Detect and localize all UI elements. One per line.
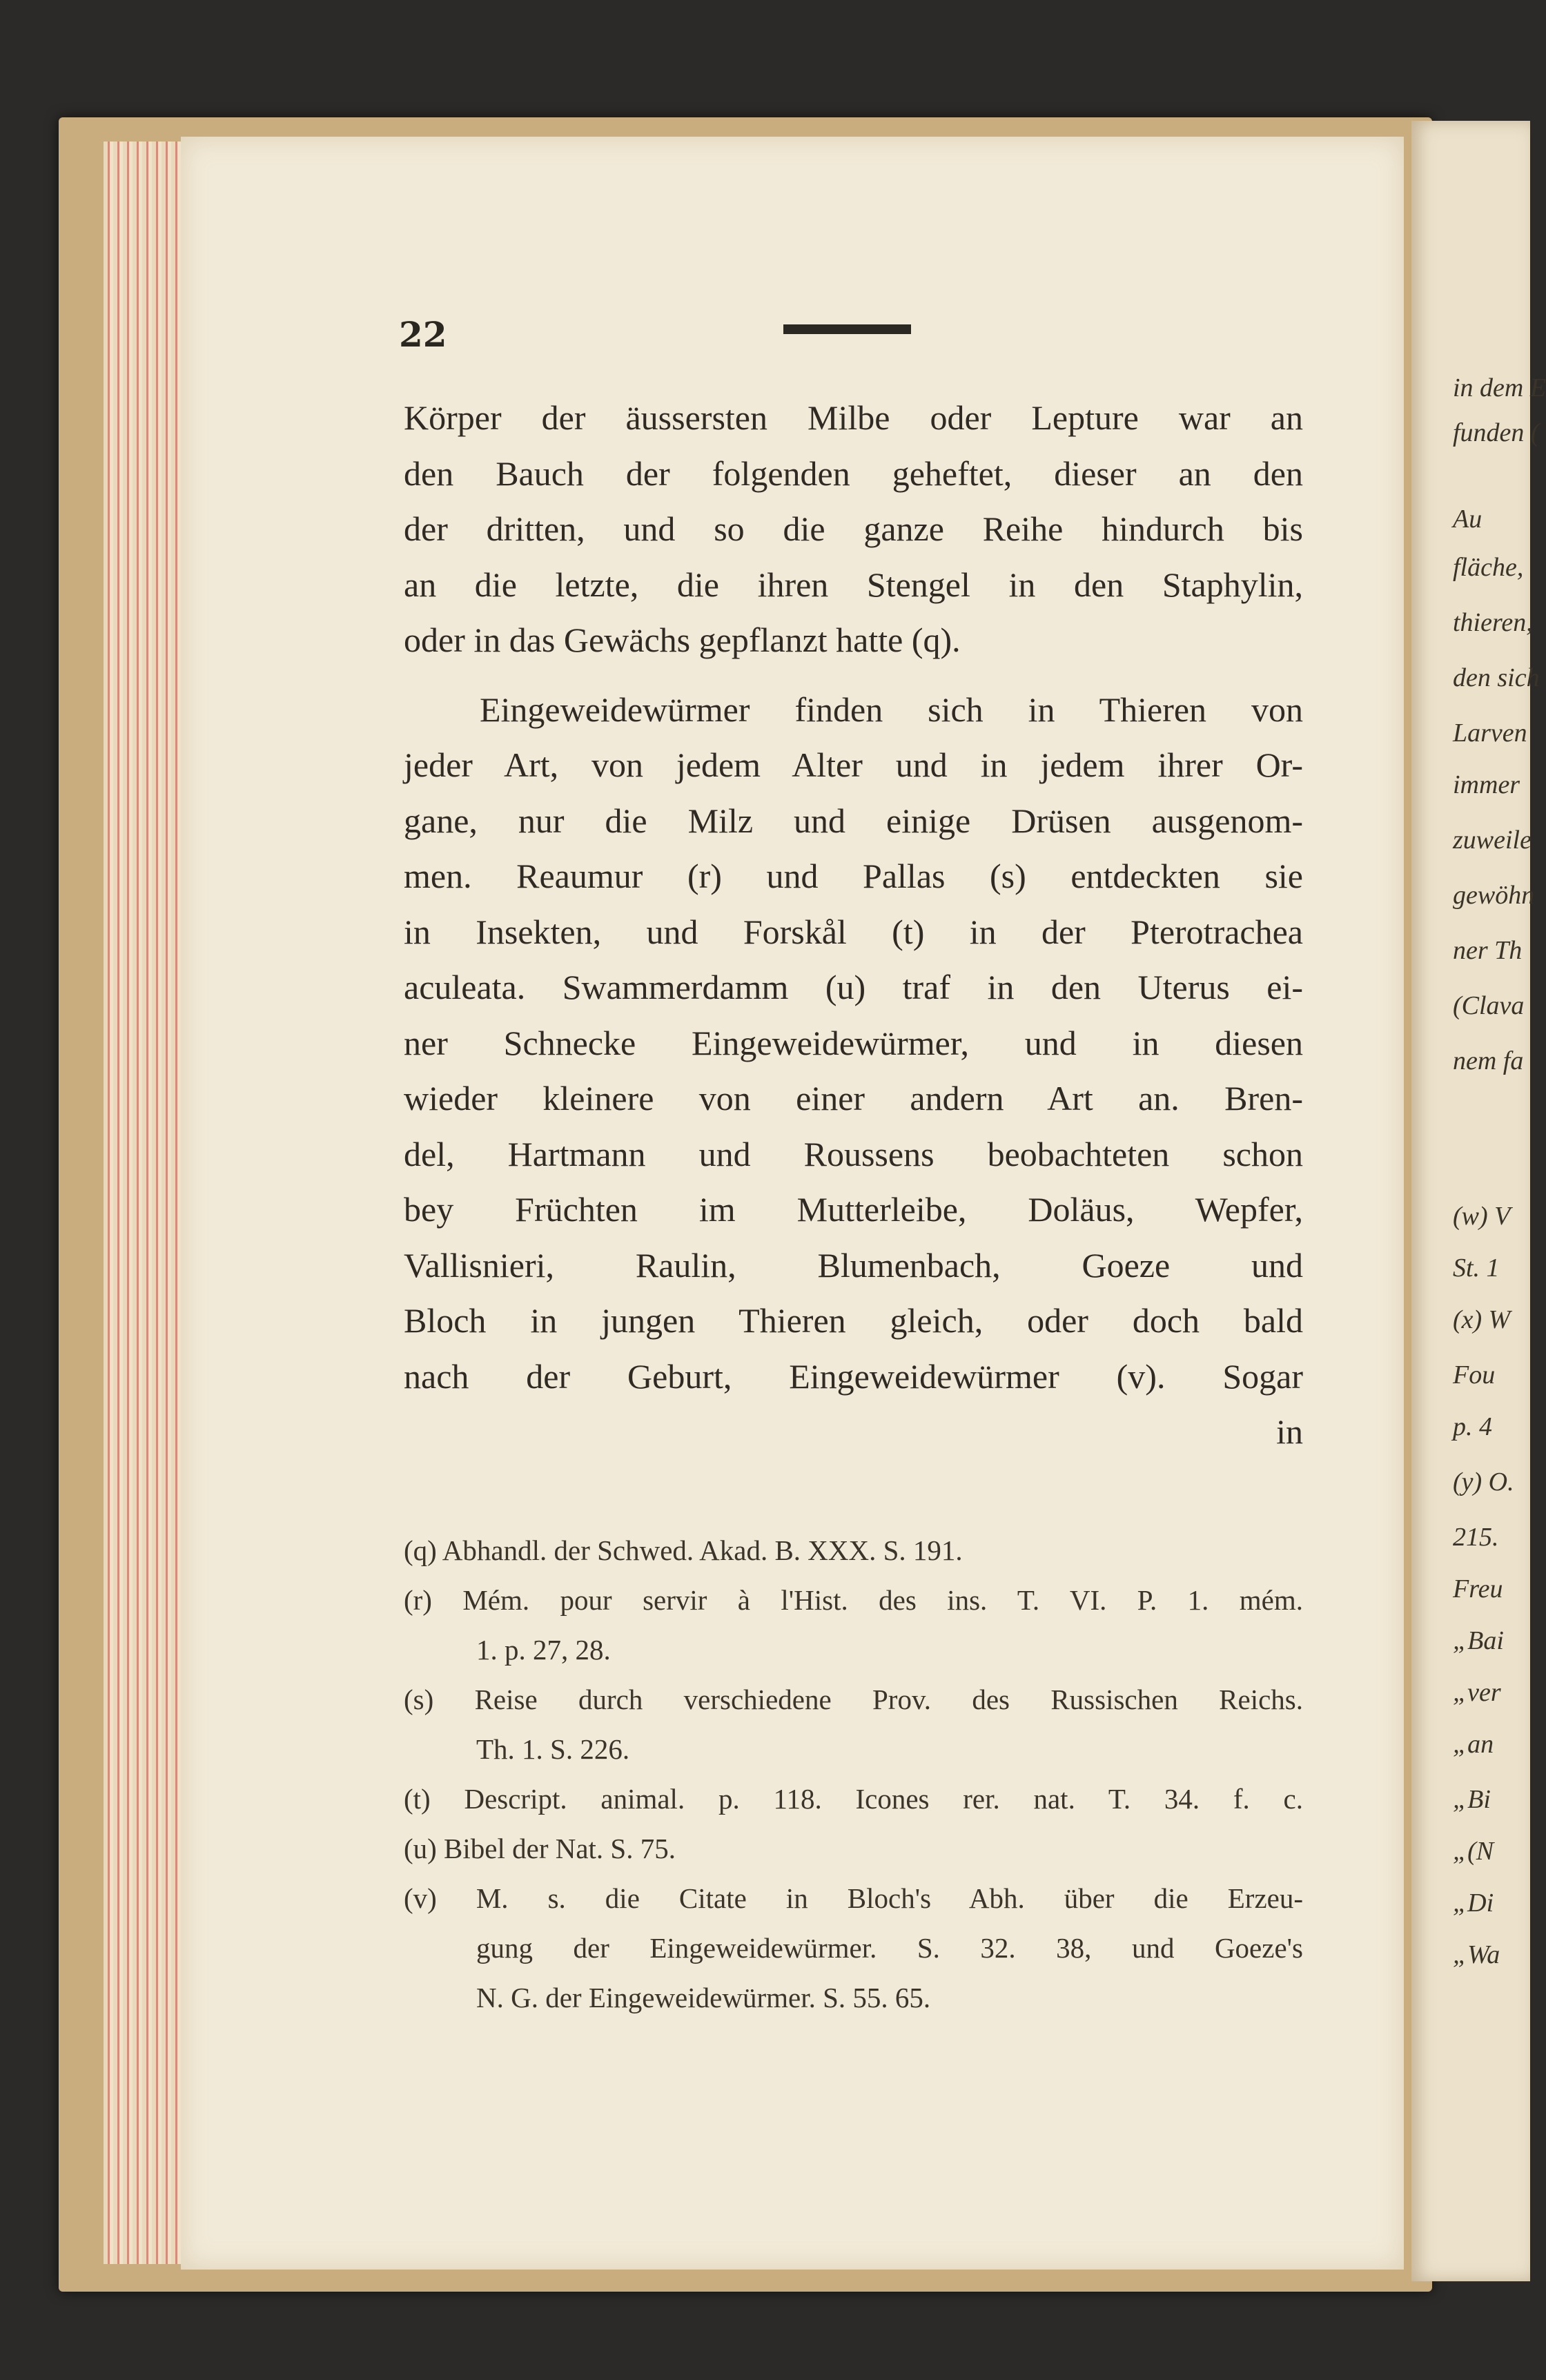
- facing-fragment: ner Th: [1453, 936, 1523, 965]
- body-line: bey Früchten im Mutterleibe, Doläus, Wepfer,: [404, 1190, 1303, 1229]
- facing-fragment: 215.: [1453, 1523, 1499, 1552]
- footnote-r-cont: 1. p. 27, 28.: [476, 1634, 611, 1666]
- body-line: men. Reaumur (r) und Pallas (s) entdeckten sie: [404, 857, 1303, 895]
- facing-fragment: Freu: [1453, 1574, 1503, 1603]
- body-text: [404, 390, 1303, 1460]
- footnote-t: (t) Descript. animal. p. 118. Icones rer. nat. T. 34. f. c.: [404, 1783, 1303, 1815]
- footnote-u: (u) Bibel der Nat. S. 75.: [404, 1833, 676, 1864]
- page-number: 22: [399, 314, 447, 355]
- footnote-v: (v) M. s. die Citate in Bloch's Abh. über die Erzeu-: [404, 1882, 1303, 1914]
- body-line: Vallisnieri, Raulin, Blumenbach, Goeze und: [404, 1245, 1303, 1285]
- facing-fragment: nem fa: [1453, 1046, 1524, 1075]
- facing-fragment: „Bi: [1453, 1785, 1491, 1814]
- body-line: jeder Art, von jedem Alter und in jedem ihrer Or-: [404, 745, 1303, 784]
- facing-fragment: Larven: [1453, 719, 1527, 748]
- footnote-s: (s) Reise durch verschiedene Prov. des Russischen Reichs.: [404, 1684, 1303, 1715]
- facing-fragment: thieren,: [1453, 608, 1533, 637]
- facing-fragment: fläche,: [1453, 553, 1524, 582]
- facing-fragment: „Wa: [1453, 1940, 1500, 1969]
- body-line: oder in das Gewächs gepflanzt hatte (q).: [404, 621, 961, 659]
- body-line: der dritten, und so die ganze Reihe hindurch bis: [404, 509, 1303, 548]
- footnote-v-cont: gung der Eingeweidewürmer. S. 32. 38, und Goeze's: [476, 1932, 1303, 1964]
- facing-fragment: „ver: [1453, 1678, 1501, 1707]
- facing-fragment: „Di: [1453, 1889, 1494, 1918]
- body-line: del, Hartmann und Roussens beobachteten schon: [404, 1134, 1303, 1173]
- body-line: ner Schnecke Eingeweidewürmer, und in diesen: [404, 1023, 1303, 1062]
- header-ornament: [783, 322, 911, 334]
- facing-fragment: „Bai: [1453, 1626, 1504, 1655]
- body-line: gane, nur die Milz und einige Drüsen ausgenom-: [404, 801, 1303, 840]
- facing-fragment: Fou: [1453, 1360, 1496, 1389]
- facing-fragment: (y) O.: [1453, 1467, 1514, 1496]
- body-line: Bloch in jungen Thieren gleich, oder doch bald: [404, 1301, 1303, 1340]
- facing-fragment: den sich: [1453, 663, 1540, 692]
- facing-fragment: immer: [1453, 770, 1520, 799]
- facing-fragment: „(N: [1453, 1837, 1494, 1866]
- footnotes: [404, 1525, 1303, 2022]
- footnote-v-cont: N. G. der Eingeweidewürmer. S. 55. 65.: [476, 1982, 931, 2013]
- footnote-s-cont: Th. 1. S. 226.: [476, 1733, 630, 1765]
- body-line: den Bauch der folgenden geheftet, dieser an den: [404, 453, 1303, 493]
- facing-fragment: Au: [1453, 505, 1483, 534]
- facing-fragment: funden (: [1453, 418, 1540, 447]
- page-edges: [104, 142, 186, 2264]
- facing-fragment: „an: [1453, 1730, 1494, 1759]
- body-line: in Insekten, und Forskål (t) in der Pterotrachea: [404, 912, 1303, 951]
- body-line: an die letzte, die ihren Stengel in den Staphylin,: [404, 565, 1303, 604]
- facing-fragment: (w) V: [1453, 1202, 1511, 1231]
- body-line: Körper der äussersten Milbe oder Lepture war an: [404, 398, 1303, 437]
- body-line: nach der Geburt, Eingeweidewürmer (v). Sogar: [404, 1356, 1303, 1396]
- facing-fragment: St. 1: [1453, 1254, 1500, 1282]
- body-line: wieder kleinere von einer andern Art an. Bren-: [404, 1079, 1303, 1118]
- facing-page: [1411, 121, 1546, 2281]
- body-line: Eingeweidewürmer finden sich in Thieren von: [480, 690, 1303, 729]
- facing-fragment: p. 4: [1453, 1412, 1492, 1441]
- footnote-r: (r) Mém. pour servir à l'Hist. des ins. T. VI. P. 1. mém.: [404, 1584, 1303, 1616]
- facing-fragment: (Clava: [1453, 991, 1525, 1020]
- facing-fragment: zuweile: [1453, 826, 1532, 855]
- catchword: in: [1276, 1412, 1303, 1451]
- facing-fragment: (x) W: [1453, 1305, 1511, 1334]
- facing-fragment: in dem E: [1453, 373, 1546, 402]
- body-line: aculeata. Swammerdamm (u) traf in den Uterus ei-: [404, 968, 1303, 1006]
- footnote-q: (q) Abhandl. der Schwed. Akad. B. XXX. S. 191.: [404, 1534, 963, 1566]
- facing-fragment: gewöhn: [1453, 881, 1535, 910]
